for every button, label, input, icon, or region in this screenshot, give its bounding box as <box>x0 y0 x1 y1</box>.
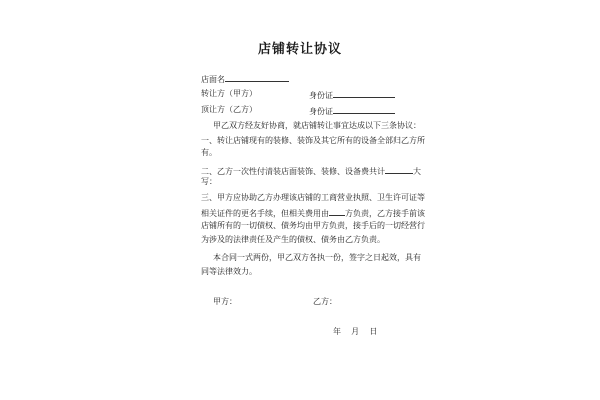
clause-3-line-1: 三、甲方应协助乙方办理该店铺的工商营业执照、卫生许可证等 <box>201 193 425 202</box>
store-name-blank <box>225 73 289 82</box>
transferor-label: 转让方（甲方） <box>201 89 257 98</box>
clause-3-line-4: 为涉及的法律责任及产生的债权、债务由乙方负责。 <box>201 235 385 244</box>
signature-date: 年 月 日 <box>333 327 378 336</box>
clause-2-line-1 <box>201 165 421 177</box>
intro-paragraph: 甲乙双方经友好协商，就店铺转让事宜达成以下三条协议： <box>213 121 421 130</box>
party-a-signature: 甲方： <box>213 297 237 306</box>
store-name-line <box>201 73 289 85</box>
transferee-id-line <box>309 105 395 117</box>
transferee-id-blank <box>333 105 395 114</box>
closing-line-2: 同等法律效力。 <box>201 267 257 276</box>
clause-2-text: 二、乙方一次性付清装店面装饰、装修、设备费共计 <box>201 167 385 176</box>
store-name-label: 店面名 <box>201 75 225 84</box>
transferor-id-label: 身份证 <box>309 91 333 100</box>
transferor-id-blank <box>333 89 395 98</box>
clause-3-line-3: 店铺所有的一切债权、债务均由甲方负责，接手后的一切经营行 <box>201 221 425 230</box>
clause-3-text-b: 方负责，乙方接手前该 <box>345 209 425 218</box>
total-amount-blank <box>385 165 413 174</box>
transferee-label: 顶让方（乙方） <box>201 105 257 114</box>
transferor-line <box>201 89 257 99</box>
fee-party-blank <box>329 207 345 216</box>
document-title: 店铺转让协议 <box>257 42 342 57</box>
transferee-line <box>201 105 257 115</box>
clause-2-line-2: 写： <box>201 177 217 186</box>
transferor-id-line <box>309 89 395 101</box>
clause-1-line-1: 一、转让店铺现有的装修、装饰及其它所有的设备全部归乙方所 <box>201 136 425 145</box>
closing-line-1: 本合同一式两份，甲乙双方各执一份，签字之日起效，具有 <box>213 253 421 262</box>
transferee-id-label: 身份证 <box>309 107 333 116</box>
clause-2-caps: 大 <box>413 167 421 176</box>
clause-1-line-2: 有。 <box>201 148 217 157</box>
clause-3-text-a: 相关证件的更名手续，但相关费用由 <box>201 209 329 218</box>
clause-3-line-2 <box>201 207 425 219</box>
party-b-signature: 乙方： <box>313 297 337 306</box>
